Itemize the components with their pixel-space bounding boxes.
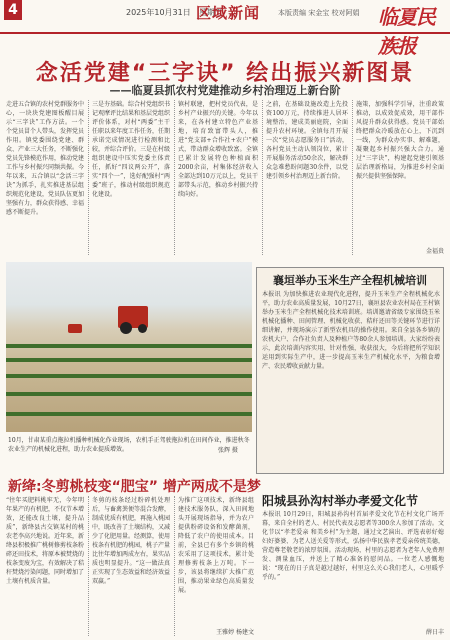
photo-credit: 张辉 摄 xyxy=(218,447,238,454)
sidebar-headline: 襄垣举办玉米生产全程机械培训 xyxy=(273,274,427,287)
column-divider xyxy=(174,496,175,636)
lead-subhead: ——临夏县抓农村党建推动乡村治理迈上新台阶 xyxy=(109,84,341,97)
column-divider xyxy=(262,100,263,255)
second-headline: 新绛:冬剪桃枝变“肥宝” 增产两成不是梦 xyxy=(8,479,261,495)
issue-date: 2025年10月31日 星期五 xyxy=(126,8,223,17)
second-column-2: 冬剪的枝条经过粉碎机处理后，与畜禽粪便等混合发酵，制成优质有机肥，再施入桃园中，既改善了土壤结构，又减少了化肥用量。经测算，使用枝条有机肥的桃园，桃子产量比往年增加两成左右，果实品质也明显提升。“这一做法真正实现了生态效益和经济效益双赢。” xyxy=(92,497,170,585)
column-divider xyxy=(88,496,89,636)
farm-machinery-photo xyxy=(6,262,252,432)
second-byline: 王雅婷 杨建文 xyxy=(216,629,254,636)
column-divider xyxy=(352,100,353,255)
lead-column-1: 走进五合镇的农村党群服务中心，一块块党建图板醒目展示“三字诀”工作方法。一个个党员冒个人带头，发挥党员作用。镇党委围绕党建、群众、产业三大任务，不断强化党员先锋模范作用，推动党建工作与乡村振兴同频共振。今年以来，五合镇以“念活三字诀”为抓手，扎实推进基层组织规范化建设，党员队伍更加坚强有力，群众获得感、幸福感不断提升。 xyxy=(6,101,84,216)
lead-column-5: 施策，加强科学引导，注重政策推动，以成效促成效，用干部作风提升群众获得感。党员干部始终把群众冷暖放在心上，下沉到一线，为群众办实事、解难题，凝聚起乡村振兴强大合力。通过“三字诀”，构建起党建引领基层治理新格局，为推进乡村全面振兴提供坚强保障。 xyxy=(356,101,444,180)
section-title: 区域新闻 xyxy=(196,4,261,22)
column-divider xyxy=(88,100,89,255)
second-column-1: “往年买肥料桃牢无，今年明年果产的有机肥，不仅节本增效，还能改良土壤，提升品质”，新绛县古交镇某村的桃农老李高兴地说。近年来，新绛县积极推广桃树修剪枝条粉碎还田技术，将原本被焚烧的枝条变废为宝，有效解决了秸秆焚烧污染问题，同时增加了土壤有机质含量。 xyxy=(6,497,84,585)
lead-column-4: 之前，在基础设施改造上先投资100万元，持续推进人居环境整治，建成美丽庭院，全面提升农村环境。全镇每月开展一次“党员志愿服务日”活动，各村党员主动认领岗位，累计开展服务活动50余次，解决群众急难愁盼问题30余件，以党建引领乡村治理迈上新台阶。 xyxy=(266,101,348,180)
lead-column-3: 镇村联建，把村党员代表，是乡村产业振兴的关键。今年以来，在各村建立特色产业基地，培育致富带头人，推进“党支部+合作社+农户”模式，带动群众增收致富。全镇已累计发展特色种植面积2000余亩，村集体经济收入全部达到10万元以上，党员干部带头示范，推动乡村振兴持续向好。 xyxy=(178,101,258,198)
page-number: 4 xyxy=(4,0,22,20)
third-byline: 薛日丰 xyxy=(425,629,444,636)
masthead xyxy=(0,0,450,58)
newspaper-logo: 临夏民族报 xyxy=(378,5,435,58)
editor-credits: 本版责编 宋金宝 校对阿娟 xyxy=(278,9,360,17)
third-headline: 阳城县孙沟村举办孝爱文化节 xyxy=(262,494,419,508)
column-divider xyxy=(174,100,175,255)
second-column-3: 为推广这项技术，新绛县组建技术服务队，深入田间地头开展现场指导，并为农户提供粉碎设备和发酵菌剂，降低了农户的使用成本。目前，全县已有多个乡镇的桃农采用了这项技术，累计处理修剪枝条上万吨。下一步，该县将继续扩大推广范围，推动果业绿色高质量发展。 xyxy=(178,497,254,594)
photo-caption: 10月，甘肃某重点拖拉机播种机械化作业现场，农机手正驾驶拖拉机在田间作业，推进秋冬农业生产的机械化进程，助力农业提质增效。 xyxy=(8,437,250,453)
lead-headline: 念活党建“三字诀” 绘出振兴新图景 xyxy=(35,61,415,86)
lead-column-2: 三是夯基础。综合村党组织书记观摩评比结果和基层党组织评价体系，对村“两委”主干任职以来年度工作任务，任期承诺完成情况进行检测和比较，并综合评价。三是在村级组织建设中压实党委主体责任，抓好“四议两公开”，落实“四个一”，选好配强村“两委”班子，推动村级组织规范化建设。 xyxy=(92,101,170,198)
third-body: 本报讯 10月29日，阳城县孙沟村首届孝爱文化节在村文化广场开幕，来自全村的老人、村民代表及志愿者等300余人参加了活动。文化节以“孝老爱亲 和美乡村”为主题，通过文艺演出、评选表彰好媳妇好婆婆、为老人送关爱等形式，弘扬中华民族孝老爱亲传统美德，营造尊老敬老的浓厚氛围。活动现场，村里的志愿者为老年人免费理发、测量血压，并送上了精心准备的慰问品。一位老人感慨地说：“现在的日子真是越过越好，村里这么关心我们老人，心里暖乎乎的。” xyxy=(262,511,444,581)
lead-byline: 金福贵 xyxy=(425,248,444,255)
sidebar-body: 本报讯 为加快推进农业现代化进程，提升玉米生产全程机械化水平，助力农业高质量发展，10月27日，襄垣县农业农村局在王村镇举办玉米生产全程机械化技术培训班。培训邀请省级专家围绕玉米机械化播种、田间管理、机械化收获、秸秆还田等关键环节进行详细讲解，并现场演示了新型农机具的操作使用。来自全县各乡镇的农机大户、合作社负责人及种植户等80余人参加培训。大家纷纷表示，此次培训内容实用、针对性强，收获很大，今后将把所学知识运用到实际生产中，进一步提高玉米生产机械化水平，为粮食增产、农民增收贡献力量。 xyxy=(262,291,440,370)
